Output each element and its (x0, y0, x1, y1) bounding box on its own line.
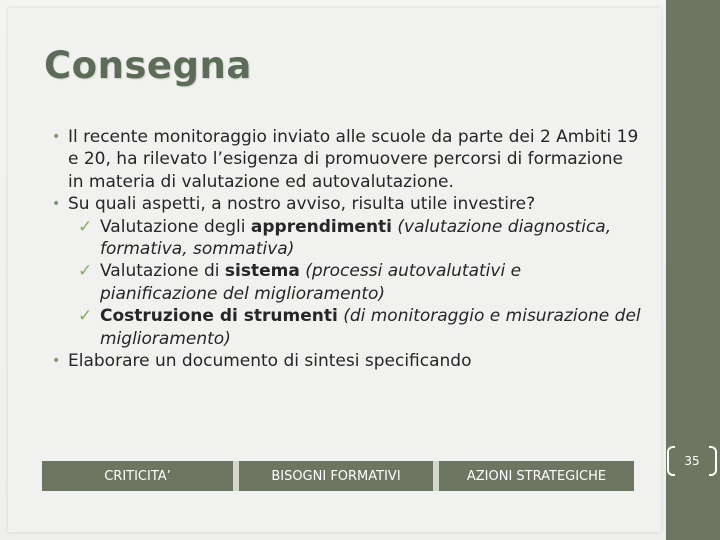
slide-body (52, 126, 642, 372)
checkmark-icon: ✓ (78, 261, 93, 282)
table-header-cell: BISOGNI FORMATIVI (239, 461, 439, 491)
sub-bullet-item (52, 260, 642, 305)
summary-table-header (42, 461, 634, 491)
bullet-item (52, 350, 642, 372)
bullet-item (52, 126, 642, 193)
sub-bullet-italic: (di monitoraggio e misurazione del miglioramento) (100, 306, 641, 349)
bullet-item (52, 193, 642, 215)
sub-bullet-bold: sistema (224, 261, 300, 282)
slide-title: Consegna (44, 44, 252, 87)
sub-bullet-italic: (processi autovalutativi e pianificazione del miglioramento) (100, 261, 522, 304)
bracket-left-icon (667, 446, 675, 476)
table-header-cell: CRITICITA’ (42, 461, 239, 491)
sub-bullet-pre: Valutazione di (100, 261, 225, 282)
sub-bullet-item (52, 216, 642, 261)
sub-bullet-pre: Valutazione degli (100, 216, 251, 237)
page-number-text: 35 (684, 454, 700, 468)
bullet-text: Il recente monitoraggio inviato alle scuole da parte dei 2 Ambiti 19 e 20, ha rilevato l’esigenza di promuovere percorsi di formazione in materia di valutazione ed autovalutazione. (68, 127, 639, 192)
bullet-icon: • (52, 196, 61, 213)
page-number (677, 446, 707, 476)
bullet-icon: • (52, 353, 61, 370)
sub-bullet-bold: apprendimenti (250, 216, 393, 237)
bullet-icon: • (52, 129, 61, 145)
sub-bullet-item (52, 305, 642, 350)
bullet-text: Su quali aspetti, a nostro avviso, risulta utile investire? (68, 194, 536, 215)
checkmark-icon: ✓ (78, 216, 93, 237)
table-header-cell: AZIONI STRATEGICHE (466, 468, 607, 484)
sub-bullet-bold: Costruzione di strumenti (100, 306, 338, 327)
bracket-right-icon (709, 446, 717, 476)
sub-bullet-italic: (valutazione diagnostica, formativa, sommativa) (100, 216, 612, 260)
checkmark-icon: ✓ (78, 306, 93, 327)
bullet-text: Elaborare un documento di sintesi specificando (68, 351, 472, 372)
